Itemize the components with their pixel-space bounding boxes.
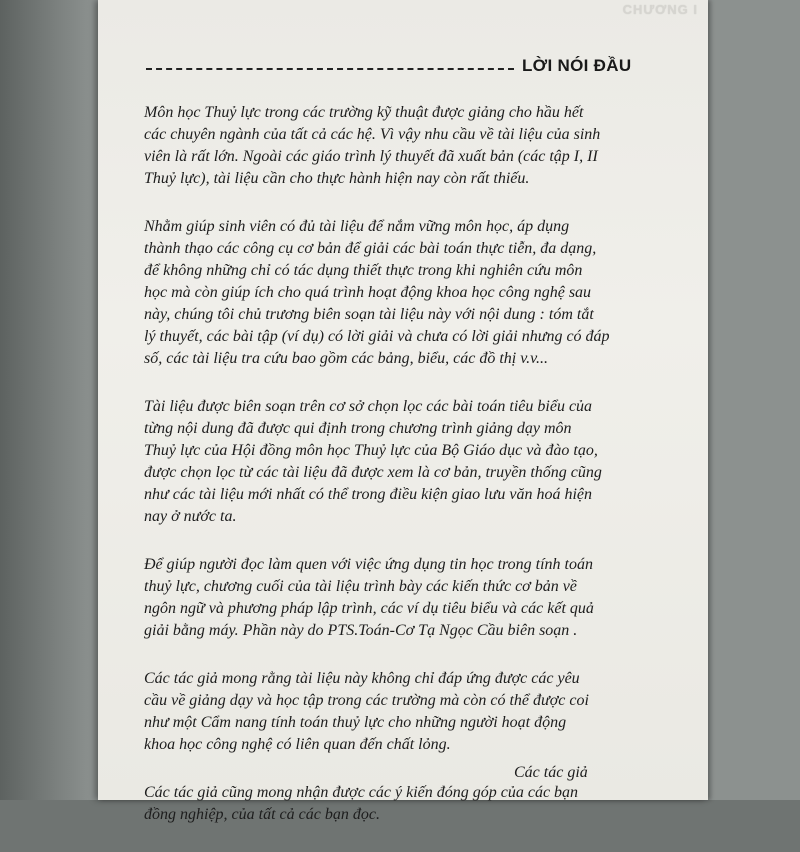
text-line: Thuỷ lực của Hội đồng môn học Thuỷ lực của Bộ Giáo dục và đào tạo, (144, 442, 598, 459)
text-line: này, chúng tôi chủ trương biên soạn tài liệu này với nội dung : tóm tắt (144, 306, 594, 323)
text-line: nay ở nước ta. (144, 508, 237, 525)
text-line: viên là rất lớn. Ngoài các giáo trình lý thuyết đã xuất bản (các tập I, II (144, 148, 598, 165)
text-line: Nhằm giúp sinh viên có đủ tài liệu để nắm vững môn học, áp dụng (144, 218, 570, 235)
paragraph (144, 396, 664, 528)
text-line: Để giúp người đọc làm quen với việc ứng dụng tin học trong tính toán (144, 556, 593, 573)
text-line: như một Cẩm nang tính toán thuỷ lực cho những người hoạt động (144, 714, 567, 731)
text-line: cầu về giảng dạy và học tập trong các trường mà còn có thể được coi (144, 692, 589, 709)
text-line: đồng nghiệp, của tất cả các bạn đọc. (144, 806, 380, 823)
text-line: học mà còn giúp ích cho quá trình hoạt động khoa học công nghệ sau (144, 284, 592, 301)
header-dashed-rule (146, 68, 514, 70)
text-line: như các tài liệu mới nhất có thể trong điều kiện giao lưu văn hoá hiện (144, 486, 592, 503)
text-line: thành thạo các công cụ cơ bản để giải các bài toán thực tiễn, đa dạng, (144, 240, 597, 257)
paragraph (144, 782, 664, 826)
text-line: từng nội dung đã được qui định trong chương trình giảng dạy môn (144, 420, 572, 437)
text-line: Các tác giả cũng mong nhận được các ý kiến đóng góp của các bạn (144, 784, 579, 801)
text-line: Thuỷ lực), tài liệu cần cho thực hành hiện nay còn rất thiếu. (144, 170, 530, 187)
paragraph (144, 102, 664, 190)
text-line: Các tác giả mong rằng tài liệu này không chỉ đáp ứng được các yêu (144, 670, 580, 687)
text-line: Tài liệu được biên soạn trên cơ sở chọn lọc các bài toán tiêu biểu của (144, 398, 593, 415)
paragraph (144, 668, 664, 756)
book-page (98, 0, 708, 823)
page-title: LỜI NÓI ĐẦU (522, 56, 632, 75)
text-line: giải bằng máy. Phần này do PTS.Toán-Cơ Tạ Ngọc Cầu biên soạn . (144, 622, 578, 639)
text-line: lý thuyết, các bài tập (ví dụ) có lời giải và chưa có lời giải nhưng có đáp (144, 328, 610, 345)
closing-signature: Các tác giả (514, 764, 588, 781)
text-line: ngôn ngữ và phương pháp lập trình, các ví dụ tiêu biểu và các kết quả (144, 600, 594, 617)
body-text (144, 102, 664, 852)
text-line: thuỷ lực, chương cuối của tài liệu trình bày các kiến thức cơ bản về (144, 578, 577, 595)
text-line: để không những chỉ có tác dụng thiết thực trong khi nghiên cứu môn (144, 262, 583, 279)
text-line: khoa học công nghệ có liên quan đến chất lỏng. (144, 736, 451, 753)
text-line: số, các tài liệu tra cứu bao gồm các bảng, biểu, các đồ thị v.v... (144, 350, 549, 367)
running-head: CHƯƠNG I (622, 2, 698, 17)
text-line: được chọn lọc từ các tài liệu đã được xem là cơ bản, truyền thống cũng (144, 464, 602, 481)
paragraph (144, 554, 664, 642)
text-line: các chuyên ngành của tất cả các hệ. Vì vậy nhu cầu về tài liệu của sinh (144, 126, 601, 143)
text-line: Môn học Thuỷ lực trong các trường kỹ thuật được giảng cho hầu hết (144, 104, 584, 121)
paragraph (144, 216, 664, 370)
